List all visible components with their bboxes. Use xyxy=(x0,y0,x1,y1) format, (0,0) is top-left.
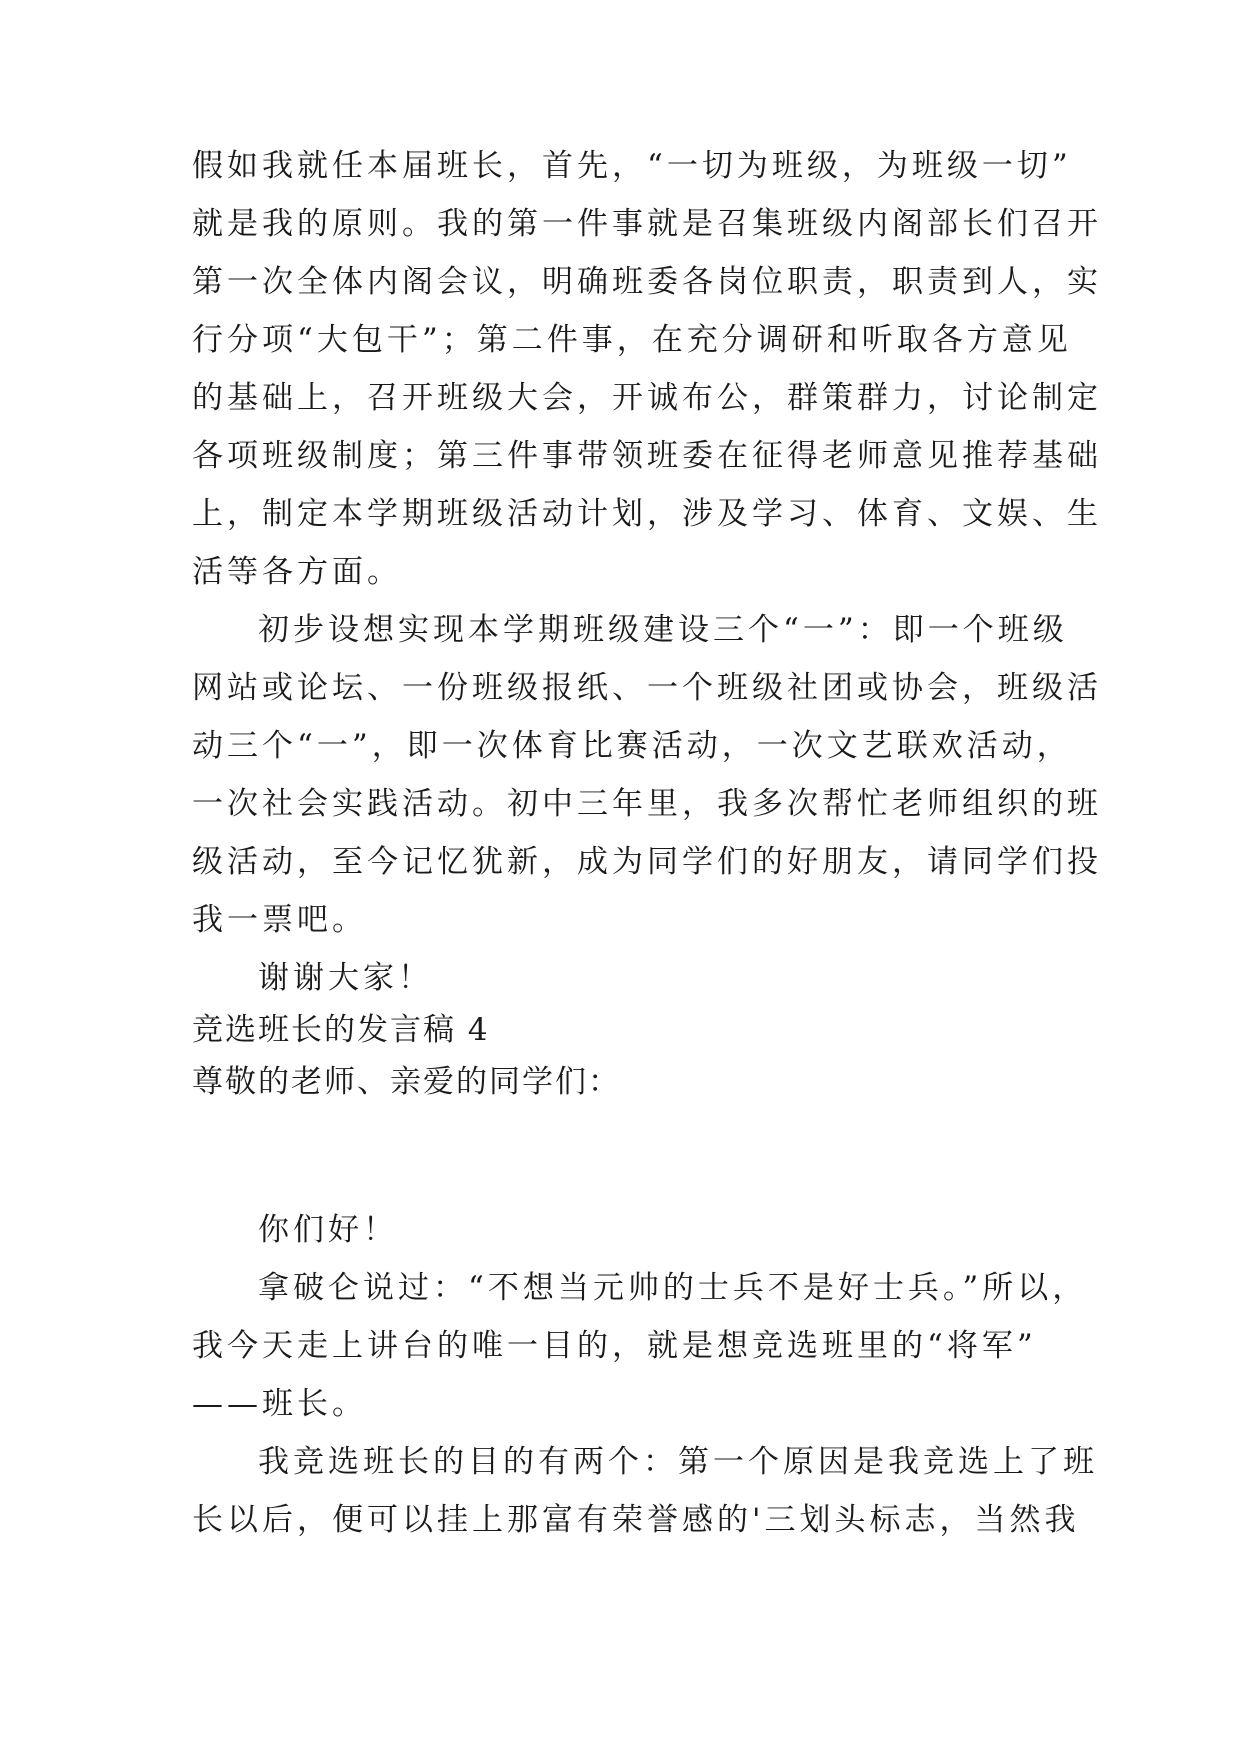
text-line: 网站或论坛、一份班级报纸、一个班级社团或协会，班级活 xyxy=(192,670,1102,706)
text-line: 各项班级制度；第三件事带领班委在征得老师意见推荐基础 xyxy=(192,438,1102,474)
text-line: 假如我就任本届班长，首先，“一切为班级，为班级一切” xyxy=(192,148,1072,184)
text-line: 我一票吧。 xyxy=(192,902,367,938)
text-line: 动三个“一”，即一次体育比赛活动，一次文艺联欢活动， xyxy=(192,728,1072,764)
text-line: 谢谢大家！ xyxy=(258,960,433,996)
text-line: 行分项“大包干”；第二件事，在充分调研和听取各方意见 xyxy=(192,322,1072,358)
paragraph-plan xyxy=(192,137,1102,601)
text-line: 一次社会实践活动。初中三年里，我多次帮忙老师组织的班 xyxy=(192,786,1102,822)
salutation: 尊敬的老师、亲爱的同学们： xyxy=(192,1064,621,1100)
paragraph-thanks xyxy=(192,949,1052,1007)
text-line: 级活动，至今记忆犹新，成为同学们的好朋友，请同学们投 xyxy=(192,844,1102,880)
text-line: 就是我的原则。我的第一件事就是召集班级内阁部长们召开 xyxy=(192,206,1102,242)
paragraph-napoleon xyxy=(192,1259,1088,1433)
speech-title: 竞选班长的发言稿 4 xyxy=(192,1012,490,1048)
section-heading xyxy=(192,1001,1052,1111)
text-line: 上，制定本学期班级活动计划，涉及学习、体育、文娱、生 xyxy=(192,496,1102,532)
paragraph-purpose xyxy=(192,1433,1098,1549)
text-line: 活等各方面。 xyxy=(192,554,402,590)
text-line: ——班长。 xyxy=(192,1386,367,1422)
text-line: 你们好！ xyxy=(258,1212,398,1248)
paragraph-greeting xyxy=(192,1201,1052,1259)
text-line: 我今天走上讲台的唯一目的，就是想竞选班里的“将军” xyxy=(192,1328,1037,1364)
text-line: 拿破仑说过：“不想当元帅的士兵不是好士兵。”所以， xyxy=(258,1270,1088,1306)
text-line: 第一次全体内阁会议，明确班委各岗位职责，职责到人，实 xyxy=(192,264,1102,300)
paragraph-three-ones xyxy=(192,601,1102,949)
text-line: 初步设想实现本学期班级建设三个“一”：即一个班级 xyxy=(258,612,1068,648)
text-line: 我竞选班长的目的有两个：第一个原因是我竞选上了班 xyxy=(258,1444,1098,1480)
text-line: 的基础上，召开班级大会，开诚布公，群策群力，讨论制定 xyxy=(192,380,1102,416)
text-line: 长以后，便可以挂上那富有荣誉感的'三划头标志，当然我 xyxy=(192,1502,1080,1538)
